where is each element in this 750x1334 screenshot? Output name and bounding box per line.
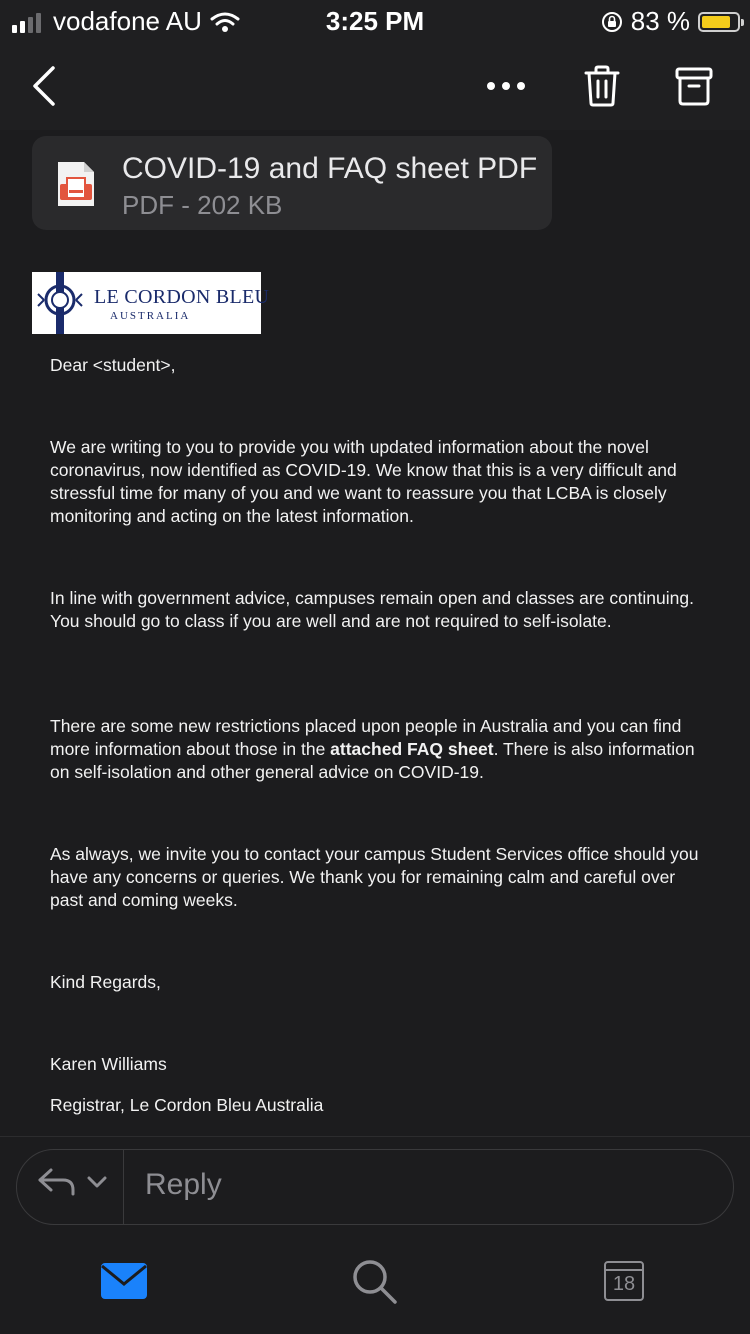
carrier-name: vodafone AU	[53, 6, 202, 36]
reply-divider	[123, 1150, 124, 1224]
reply-arrow-icon	[37, 1166, 77, 1198]
trash-icon	[583, 65, 621, 107]
chevron-down-icon	[87, 1175, 107, 1189]
closing: Kind Regards,	[50, 972, 161, 992]
orientation-lock-icon	[601, 11, 623, 33]
reply-options[interactable]	[37, 1166, 107, 1198]
chevron-left-icon	[29, 64, 59, 108]
paragraph-3-end: . There is also information on self-isolation and other general advice on COVID-19.	[50, 739, 695, 782]
logo-subtitle: AUSTRALIA	[110, 310, 191, 322]
paragraph-3	[50, 715, 710, 784]
paragraph-2: In line with government advice, campuses remain open and classes are continuing. You should go to class if you are well and are not required to self-isolate.	[50, 588, 694, 631]
tab-search[interactable]	[349, 1256, 399, 1306]
tab-calendar[interactable]	[599, 1256, 649, 1306]
battery-percent: 83 %	[630, 6, 690, 36]
paragraph-4: As always, we invite you to contact your campus Student Services office should you have any concerns or queries. We thank you for remaining calm and careful over past and coming weeks.	[50, 844, 699, 910]
back-button[interactable]	[14, 56, 74, 116]
archive-button[interactable]	[664, 56, 724, 116]
battery-icon	[698, 12, 740, 32]
signature-title: Registrar, Le Cordon Bleu Australia	[50, 1095, 324, 1115]
more-button[interactable]	[476, 56, 536, 116]
faq-sheet-reference: attached FAQ sheet	[330, 739, 494, 759]
crest-icon	[36, 272, 86, 334]
status-bar	[0, 0, 750, 42]
attachment-title: COVID-19 and FAQ sheet PDF	[122, 152, 538, 185]
paragraph-1: We are writing to you to provide you with updated information about the novel coronavirus, now identified as COVID-19. We know that this is a very difficult and stressful time for many of you and we want to reassure you that LCBA is closely monitoring and acting on the latest information.	[50, 437, 677, 526]
tab-bar	[0, 1236, 750, 1334]
attachment-size: PDF - 202 KB	[122, 190, 283, 220]
le-cordon-bleu-logo	[32, 272, 270, 334]
more-dots-icon	[486, 81, 526, 91]
calendar-day: 18	[612, 1273, 636, 1295]
mail-toolbar	[0, 42, 750, 130]
attachment-card[interactable]	[32, 136, 552, 230]
reply-box[interactable]	[16, 1149, 734, 1225]
email-body	[0, 130, 750, 1136]
tab-mail[interactable]	[99, 1256, 149, 1306]
pdf-file-icon	[56, 160, 96, 208]
archive-icon	[675, 66, 713, 106]
calendar-icon	[604, 1261, 644, 1301]
greeting: Dear <student>,	[50, 355, 176, 375]
mail-icon	[100, 1262, 148, 1300]
signature-name: Karen Williams	[50, 1054, 167, 1074]
logo-wordmark: LE CORDON BLEU	[94, 286, 270, 308]
clock: 3:25 PM	[325, 6, 425, 36]
reply-input[interactable]: Reply	[145, 1168, 222, 1201]
search-icon	[350, 1257, 398, 1305]
reply-area	[0, 1136, 750, 1237]
status-right	[601, 6, 740, 37]
paragraph-3-start: There are some new restrictions placed upon people in Australia and you can find more information about those in the	[50, 716, 682, 759]
delete-button[interactable]	[572, 56, 632, 116]
